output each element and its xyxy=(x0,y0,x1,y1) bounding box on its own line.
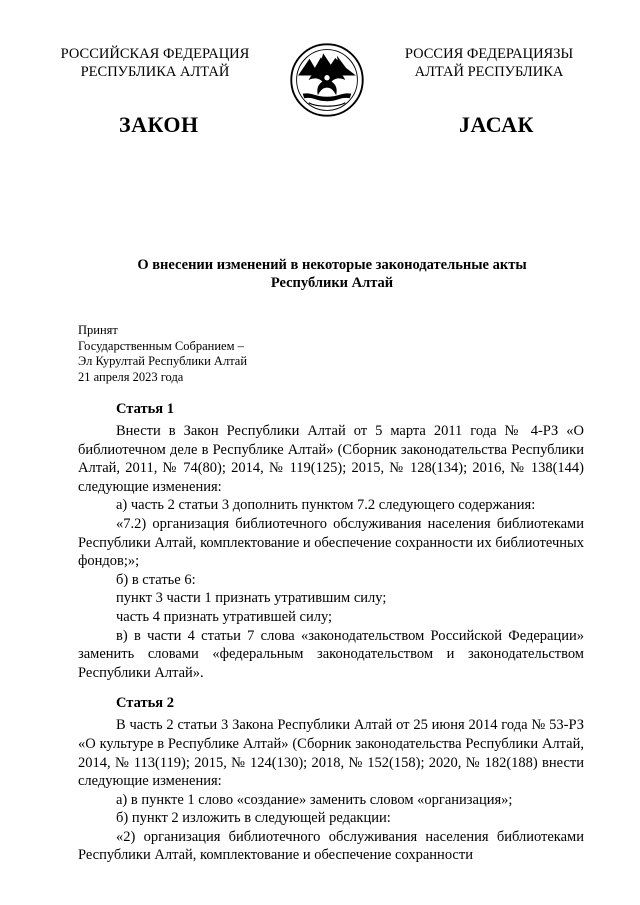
law-label-alt: ЈАСАК xyxy=(459,112,534,137)
article-1-paragraph: а) часть 2 статьи 3 дополнить пунктом 7.2 следующего содержания: xyxy=(116,497,536,514)
republic-emblem-icon xyxy=(289,42,365,118)
adoption-date: 21 апреля 2023 года xyxy=(78,369,184,384)
country-name-alt: РОССИЯ ФЕДЕРАЦИЯЗЫ xyxy=(404,46,574,62)
republic-name-alt: АЛТАЙ РЕСПУБЛИКА xyxy=(414,64,564,80)
header-right xyxy=(384,45,594,81)
document-title xyxy=(60,256,604,292)
article-2-paragraph: а) в пункте 1 слово «создание» заменить словом «организация»; xyxy=(116,791,513,808)
article-2-paragraph: б) пункт 2 изложить в следующей редакции: xyxy=(116,810,391,827)
document-title-line-2: Республики Алтай xyxy=(270,275,394,291)
adoption-line: Эл Курултай Республики Алтай xyxy=(78,354,248,368)
article-1-heading: Статья 1 xyxy=(116,401,174,417)
article-1-paragraph: Внести в Закон Республики Алтай от 5 марта 2011 года № 4-РЗ «О библиотечном деле в Республике Алтай» (Сборник законодательства Республики Алтай, 2011, № 74(80); 2014, № 119(125); 2015, № 128(134); 2016, № 138(144) следующие изменения: xyxy=(78,423,584,495)
article-2-paragraph: «2) организация библиотечного обслуживания населения библиотеками Республики Алтай, комплектование и обеспечение сохранности xyxy=(78,828,584,864)
document-title-line-1: О внесении изменений в некоторые законодательные акты xyxy=(137,257,527,273)
adoption-line: Государственным Собранием – xyxy=(78,338,244,353)
article-1-paragraph: пункт 3 части 1 признать утратившим силу; xyxy=(116,590,387,607)
article-1-paragraph: «7.2) организация библиотечного обслуживания населения библиотеками Республики Алтай, комплектование и обеспечение сохранности их библиотечных фондов;»; xyxy=(78,515,584,570)
document-body xyxy=(78,400,584,865)
header-left xyxy=(50,45,260,81)
article-2-paragraph: В часть 2 статьи 3 Закона Республики Алтай от 25 июня 2014 года № 53-РЗ «О культуре в Республике Алтай» (Сборник законодательства Республики Алтай, 2014, № 113(119); 2015, № 124(130); 2018, № 152(158); 2020, № 182(188) внести следующие изменения: xyxy=(78,717,584,790)
republic-name-ru: РЕСПУБЛИКА АЛТАЙ xyxy=(80,64,230,80)
article-1-paragraph: б) в статье 6: xyxy=(116,571,196,588)
article-1-paragraph: в) в части 4 статьи 7 слова «законодательством Российской Федерации» заменить словами «федеральным законодательством и законодательством Республики Алтай». xyxy=(78,627,584,681)
adoption-line: Принят xyxy=(78,323,118,337)
adoption-note xyxy=(78,323,247,385)
article-2-heading: Статья 2 xyxy=(116,695,174,712)
article-1-paragraph: часть 4 признать утратившей силу; xyxy=(116,608,333,625)
country-name-ru: РОССИЙСКАЯ ФЕДЕРАЦИЯ xyxy=(60,46,250,62)
law-label-ru: ЗАКОН xyxy=(119,112,199,137)
